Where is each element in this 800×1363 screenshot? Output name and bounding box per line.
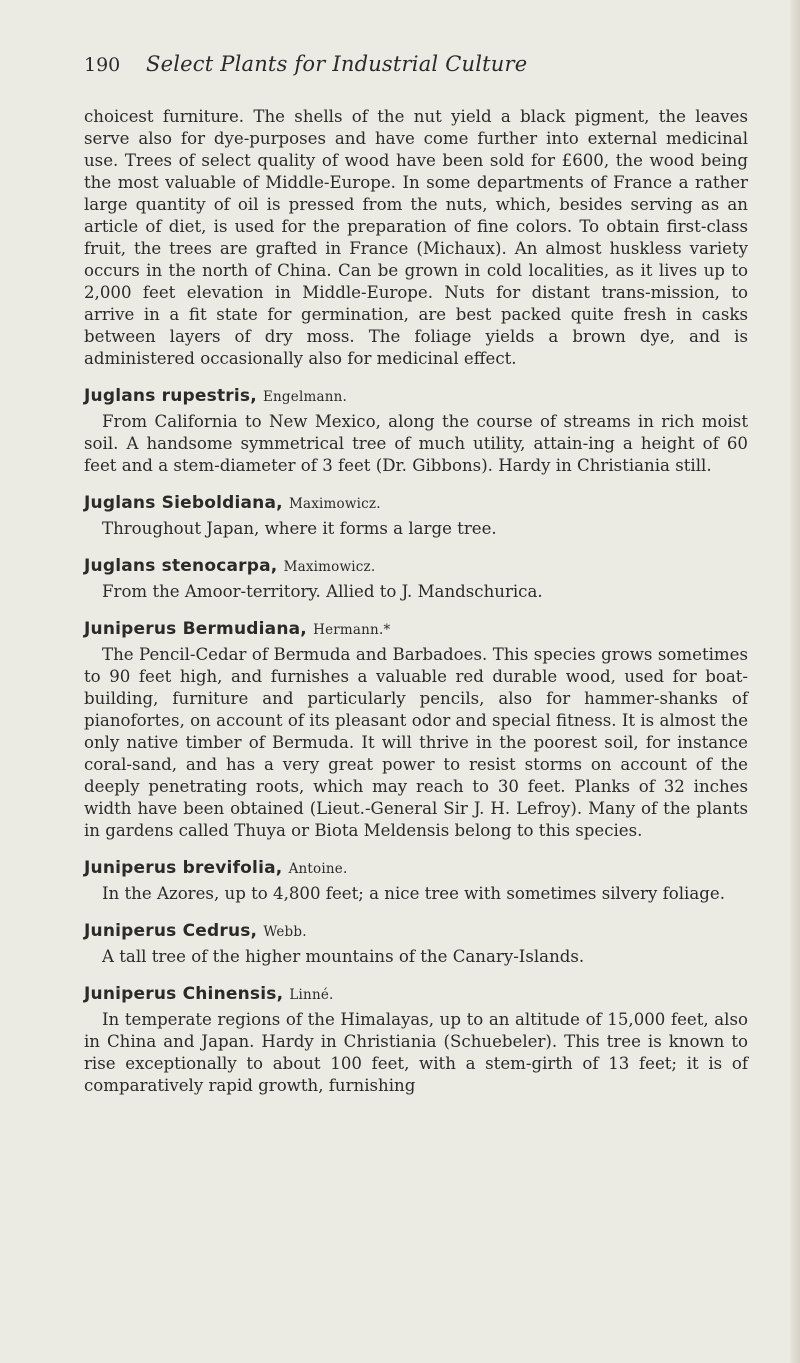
- species-name: Juglans rupestris,: [84, 386, 257, 406]
- page-edge-shadow: [790, 0, 800, 1363]
- species-authority: Webb.: [263, 924, 307, 940]
- running-title: Select Plants for Industrial Culture: [146, 52, 528, 76]
- species-name: Juglans Sieboldiana,: [84, 493, 283, 513]
- entry-juniperus-brevifolia: [84, 856, 748, 905]
- entry-heading: [84, 384, 748, 409]
- species-name: Juniperus brevifolia,: [84, 858, 283, 878]
- entry-heading: [84, 856, 748, 881]
- entry-juniperus-chinensis: [84, 982, 748, 1097]
- entry-description: From the Amoor-territory. Allied to J. Mandschurica.: [102, 582, 543, 601]
- entry-juniperus-bermudiana: [84, 617, 748, 842]
- entry-description: Throughout Japan, where it forms a large tree.: [102, 519, 497, 538]
- species-authority: Maximowicz.: [283, 559, 376, 575]
- entry-description: A tall tree of the higher mountains of the Canary-Islands.: [102, 947, 585, 966]
- entry-description: The Pencil-Cedar of Bermuda and Barbadoes. This species grows sometimes to 90 feet high, and furnishes a valuable red durable wood, used for boat-building, furniture and particularly pencils, also for hammer-shanks of pianofortes, on account of its pleasant odor and special fitness. It is almost the only native timber of Bermuda. It will thrive in the poorest soil, for instance coral-sand, and has a very great power to resist storms on account of the deeply penetrating roots, which may reach to 30 feet. Planks of 32 inches width have been obtained (Lieut.-General Sir J. H. Lefroy). Many of the plants in gardens called Thuya or Biota Meldensis belong to this species.: [84, 645, 749, 840]
- entry-description: In the Azores, up to 4,800 feet; a nice tree with sometimes silvery foliage.: [102, 884, 725, 903]
- species-authority: Antoine.: [288, 861, 348, 877]
- species-authority: Engelmann.: [262, 389, 348, 405]
- entry-juglans-stenocarpa: [84, 554, 748, 603]
- species-authority: Linné.: [289, 987, 334, 1003]
- intro-paragraph: choicest furniture. The shells of the nut yield a black pigment, the leaves serve also for dye-purposes and have come further into external medicinal use. Trees of select quality of wood have been sold for £600, the wood being the most valuable of Middle-Europe. In some departments of France a rather large quantity of oil is pressed from the nuts, which, besides serving as an article of diet, is used for the preparation of fine colors. To obtain first-class fruit, the trees are grafted in France (Michaux). An almost huskless variety occurs in the north of China. Can be grown in cold localities, as it lives up to 2,000 feet elevation in Middle-Europe. Nuts for distant trans-mission, to arrive in a fit state for germination, are best packed quite fresh in casks between layers of dry moss. The foliage yields a brown dye, and is administered occasionally also for medicinal effect.: [84, 107, 748, 368]
- entry-juglans-rupestris: [84, 384, 748, 477]
- species-name: Juniperus Chinensis,: [84, 984, 284, 1004]
- entry-description: From California to New Mexico, along the course of streams in rich moist soil. A handsome symmetrical tree of much utility, attain-ing a height of 60 feet and a stem-diameter of 3 feet (Dr. Gibbons). Hardy in Christiania still.: [84, 412, 748, 475]
- entry-juglans-sieboldiana: [84, 491, 748, 540]
- entry-heading: [84, 617, 748, 642]
- entry-heading: [84, 919, 748, 944]
- entry-juniperus-cedrus: [84, 919, 748, 968]
- species-authority: Hermann.*: [313, 622, 391, 638]
- species-authority: Maximowicz.: [288, 496, 381, 512]
- entry-heading: [84, 982, 748, 1007]
- species-name: Juglans stenocarpa,: [84, 556, 278, 576]
- page-body: [84, 106, 748, 1097]
- entry-description: In temperate regions of the Himalayas, up to an altitude of 15,000 feet, also in China and Japan. Hardy in Christiania (Schuebeler). This tree is known to rise exceptionally to about 100 feet, with a stem-girth of 13 feet; it is of comparatively rapid growth, furnishing: [84, 1010, 748, 1095]
- entry-heading: [84, 554, 748, 579]
- species-name: Juniperus Cedrus,: [84, 921, 258, 941]
- entry-heading: [84, 491, 748, 516]
- page-number: 190: [84, 54, 121, 76]
- page-header: [84, 52, 748, 92]
- species-name: Juniperus Bermudiana,: [84, 619, 307, 639]
